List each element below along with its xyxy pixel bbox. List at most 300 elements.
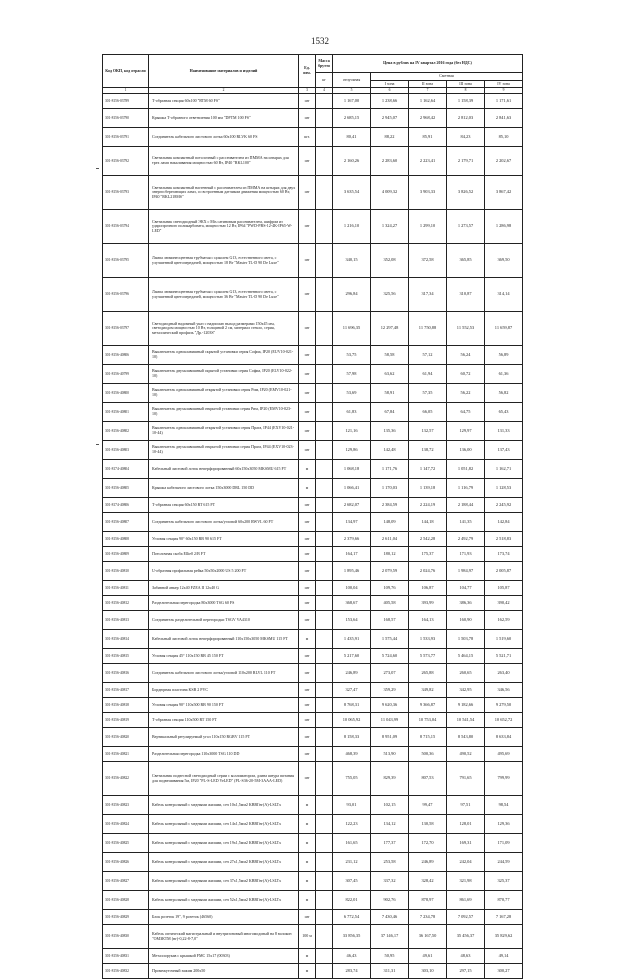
row-price-zone-1: 58,58	[371, 346, 409, 365]
row-mass	[316, 346, 333, 365]
row-code: 301-8156-40814	[103, 630, 149, 649]
row-price-zone-3: 10 541,54	[447, 713, 485, 728]
header-estimate: отпускная	[333, 73, 371, 88]
row-code: 301-8156-40808	[103, 532, 149, 547]
row-price-zone-2: 57,35	[409, 384, 447, 403]
row-price-zone-2: 372,58	[409, 244, 447, 278]
row-price-zone-3: 129,97	[447, 422, 485, 441]
table-row	[103, 365, 523, 384]
row-price-zone-3: 2 179,71	[447, 147, 485, 176]
row-name: Промежуточный зажим 200x50	[149, 964, 299, 979]
row-price-zone-1: 177,37	[371, 834, 409, 853]
row-price-zone-2: 328,42	[409, 872, 447, 891]
row-unit: м	[299, 815, 316, 834]
row-code: 301-8156-40812	[103, 596, 149, 611]
header-mass: Масса брутто	[316, 55, 333, 73]
row-mass	[316, 853, 333, 872]
row-code: 301-8156-40810	[103, 562, 149, 581]
row-mass	[316, 176, 333, 210]
row-name: Кабельный листовой лоток неперфорированный 60x150x3050 MKSMU 615 FT	[149, 460, 299, 479]
row-price-zone-1: 1 575,44	[371, 630, 409, 649]
row-price-zone-2: 57,12	[409, 346, 447, 365]
row-price-zone-4: 2 245,92	[485, 498, 523, 513]
row-price-estimate: 1 216,10	[333, 210, 371, 244]
row-name: Т-образная секция 60x100 "RTM 60 FS"	[149, 94, 299, 109]
price-table-wrapper	[102, 54, 522, 979]
row-mass	[316, 872, 333, 891]
table-row	[103, 872, 523, 891]
row-price-zone-3: 2 492,79	[447, 532, 485, 547]
row-price-zone-3: 160,90	[447, 611, 485, 630]
row-price-zone-1: 1 171,76	[371, 460, 409, 479]
row-mass	[316, 460, 333, 479]
header-mass-unit: кг	[316, 73, 333, 88]
row-price-zone-1: 134,12	[371, 815, 409, 834]
row-price-zone-3: 56,22	[447, 384, 485, 403]
row-price-estimate: 2 160,26	[333, 147, 371, 176]
row-price-zone-3: 11 552,53	[447, 312, 485, 346]
table-row	[103, 910, 523, 925]
row-unit: шт	[299, 422, 316, 441]
row-code: 301-8156-40829	[103, 910, 149, 925]
row-price-estimate: 1 068,18	[333, 460, 371, 479]
row-mass	[316, 384, 333, 403]
row-price-zone-4: 98,54	[485, 796, 523, 815]
row-price-zone-1: 168,57	[371, 611, 409, 630]
table-row	[103, 853, 523, 872]
row-price-estimate: 1 167,00	[333, 94, 371, 109]
row-name: Разделительная перегородка 110x3000 TSG 110 DD	[149, 747, 299, 762]
row-price-zone-4: 2 202,67	[485, 147, 523, 176]
row-price-zone-2: 85,91	[409, 128, 447, 147]
row-price-zone-1: 8 951,09	[371, 728, 409, 747]
table-row	[103, 949, 523, 964]
row-mass	[316, 664, 333, 683]
row-name: Т-образная секция 110x500 RT 150 FT	[149, 713, 299, 728]
row-price-zone-2: 99,47	[409, 796, 447, 815]
row-price-zone-4: 1 128,53	[485, 479, 523, 498]
row-price-zone-4: 325,37	[485, 872, 523, 891]
row-price-estimate: 57,98	[333, 365, 371, 384]
row-unit: шт	[299, 532, 316, 547]
table-row	[103, 460, 523, 479]
row-mass	[316, 713, 333, 728]
row-price-zone-4: 346,56	[485, 683, 523, 698]
row-price-zone-2: 2 223,41	[409, 147, 447, 176]
row-name: Соединитель кабельного листового лотка/угловой 60x200 RWVL 60 FT	[149, 513, 299, 532]
header-price-group: Цена в рублях на IV квартал 2016 года (без НДС)	[333, 55, 523, 73]
row-code: 301-8156-40809	[103, 547, 149, 562]
row-name: Блок розеток 19", 9 розеток (46560)	[149, 910, 299, 925]
row-price-zone-2: 317,34	[409, 278, 447, 312]
row-price-estimate: 53,75	[333, 346, 371, 365]
row-mass	[316, 479, 333, 498]
row-unit: шт	[299, 278, 316, 312]
row-price-estimate: 46,43	[333, 949, 371, 964]
row-price-zone-3: 9 182,66	[447, 698, 485, 713]
row-price-zone-3: 386,36	[447, 596, 485, 611]
row-mass	[316, 796, 333, 815]
header-smeta: Сметная	[371, 73, 523, 81]
table-row	[103, 513, 523, 532]
row-price-zone-3: 791,65	[447, 762, 485, 796]
row-price-zone-4: 9 279,50	[485, 698, 523, 713]
row-price-zone-3: 1 116,79	[447, 479, 485, 498]
row-unit: шт	[299, 365, 316, 384]
row-price-zone-2: 66,05	[409, 403, 447, 422]
row-mass	[316, 949, 333, 964]
row-price-zone-2: 1 533,93	[409, 630, 447, 649]
row-code: 301-8156-40819	[103, 713, 149, 728]
row-mass	[316, 278, 333, 312]
row-unit: шт	[299, 346, 316, 365]
table-row	[103, 815, 523, 834]
row-name: Светильник подвесной светодиодный серии с коллиматором, длина шнура питания для подвешивания 5м, IP20 "PL-S-LED VeLED" (PL-S36-20-5M-3AAA-LED)	[149, 762, 299, 796]
row-price-estimate: 93,01	[333, 796, 371, 815]
row-unit: шт	[299, 910, 316, 925]
row-price-zone-3: 260,65	[447, 664, 485, 683]
row-unit: м	[299, 479, 316, 498]
row-unit: м	[299, 872, 316, 891]
row-mass	[316, 964, 333, 979]
row-price-zone-3: 1 984,97	[447, 562, 485, 581]
row-mass	[316, 747, 333, 762]
row-mass	[316, 891, 333, 910]
row-price-zone-2: 303,10	[409, 964, 447, 979]
row-mass	[316, 834, 333, 853]
row-price-zone-4: 7 167,28	[485, 910, 523, 925]
row-mass	[316, 815, 333, 834]
row-name: Т-образная секция 60x150 RT 615 FT	[149, 498, 299, 513]
row-price-zone-2: 393,99	[409, 596, 447, 611]
row-price-zone-1: 142,48	[371, 441, 409, 460]
row-mass	[316, 910, 333, 925]
row-price-zone-4: 3 867,42	[485, 176, 523, 210]
row-price-zone-1: 12 297,48	[371, 312, 409, 346]
row-name: Соединитель кабельного листового лотка 60x100 RLVK 60 FS	[149, 128, 299, 147]
row-name: Кабельный листовой лоток неперфорированный 110x150x3050 MKSMU 115 FT	[149, 630, 299, 649]
row-name: Кабель контрольный с медными жилами, сеч 10x1,5мм2 KBBГнг(A)-LSLTx	[149, 796, 299, 815]
header-code: Код ОКП, код отрасли	[103, 55, 149, 88]
row-price-zone-1: 2 283,60	[371, 147, 409, 176]
row-code: 301-8156-40818	[103, 698, 149, 713]
table-row	[103, 403, 523, 422]
table-row	[103, 728, 523, 747]
row-code: 301-8156-40825	[103, 834, 149, 853]
row-price-zone-3: 310,87	[447, 278, 485, 312]
row-name: Соединитель разделительной перегородки TSGV VA4310	[149, 611, 299, 630]
row-price-estimate: 6 772,54	[333, 910, 371, 925]
row-code: 301-8156-40823	[103, 796, 149, 815]
row-price-zone-1: 135,36	[371, 422, 409, 441]
row-mass	[316, 365, 333, 384]
margin-mark	[96, 444, 99, 445]
row-name: Светильник компактный потолочный с рассеивателем из ПММА на штырях для трех ламп накаливания мощностью 60 Вт, IP40 "RKL100"	[149, 147, 299, 176]
row-code: 301-8156-03796	[103, 278, 149, 312]
row-code: 301-8156-40822	[103, 762, 149, 796]
row-price-zone-2: 164,13	[409, 611, 447, 630]
row-code: 301-8156-03792	[103, 147, 149, 176]
row-price-estimate: 246,89	[333, 664, 371, 683]
row-unit: м	[299, 630, 316, 649]
table-row	[103, 147, 523, 176]
row-price-zone-2: 7 234,78	[409, 910, 447, 925]
row-name: Угловая секция 90° 110x500 RB 90 150 FT	[149, 698, 299, 713]
row-mass	[316, 244, 333, 278]
row-price-zone-1: 4 009,32	[371, 176, 409, 210]
row-code: 301-8156-40828	[103, 891, 149, 910]
row-name: Вертикальный регулируемый угол 110x150 RGBV 115 FT	[149, 728, 299, 747]
row-name: Выключатель одноклавишный открытой установки серия Рим, IP20 (EMV10-021-10)	[149, 384, 299, 403]
column-number: 3	[299, 88, 316, 94]
row-price-estimate: 134,97	[333, 513, 371, 532]
row-price-zone-2: 500,36	[409, 747, 447, 762]
row-price-zone-2: 265,88	[409, 664, 447, 683]
row-mass	[316, 925, 333, 949]
row-price-zone-2: 3 903,33	[409, 176, 447, 210]
row-unit: м	[299, 853, 316, 872]
row-unit: шт	[299, 513, 316, 532]
table-row	[103, 422, 523, 441]
row-mass	[316, 94, 333, 109]
row-price-zone-2: 9 366,87	[409, 698, 447, 713]
row-mass	[316, 683, 333, 698]
row-name: Кабель контрольный с медными жилами, сеч 19x1,5мм2 KBBГнг(A)-LSLTx	[149, 834, 299, 853]
row-price-estimate: 368,67	[333, 596, 371, 611]
row-price-zone-3: 35 456,37	[447, 925, 485, 949]
row-unit: м	[299, 460, 316, 479]
table-row	[103, 925, 523, 949]
row-price-zone-4: 85,10	[485, 128, 523, 147]
row-unit: шт	[299, 698, 316, 713]
row-name: Крышка Т-образного ответвления 100 мм "DFTM 100 FS"	[149, 109, 299, 128]
row-name: Кабель контрольный с медными жилами, сеч 37x1,5мм2 KBBГнг(A)-LSLTx	[149, 872, 299, 891]
row-price-zone-1: 902,76	[371, 891, 409, 910]
row-price-zone-2: 49,61	[409, 949, 447, 964]
row-price-zone-3: 64,75	[447, 403, 485, 422]
row-mass	[316, 147, 333, 176]
row-price-estimate: 468,39	[333, 747, 371, 762]
row-price-estimate: 10 065,92	[333, 713, 371, 728]
row-price-zone-1: 88,22	[371, 128, 409, 147]
header-unit: Ед. изм.	[299, 55, 316, 88]
row-mass	[316, 611, 333, 630]
row-price-estimate: 8 768,31	[333, 698, 371, 713]
row-price-zone-1: 37 146,17	[371, 925, 409, 949]
row-price-zone-2: 2 024,76	[409, 562, 447, 581]
row-name: Забивной анкер 12x40 FZEA II 12x40 G	[149, 581, 299, 596]
page-number: 1532	[311, 36, 329, 46]
margin-mark	[96, 168, 99, 169]
row-mass	[316, 498, 333, 513]
row-price-zone-2: 10 753,04	[409, 713, 447, 728]
row-name: U-образная профильная рейка 50x50x2000 US 5 200 FT	[149, 562, 299, 581]
row-name: Кабель контрольный с медными жилами, сеч 27x1,5мм2 KBBГнг(A)-LSLTx	[149, 853, 299, 872]
row-name: Кабель контрольный с медными жилами, сеч 14x1,5мм2 KBBГнг(A)-LSLTx	[149, 815, 299, 834]
row-price-zone-3: 169,31	[447, 834, 485, 853]
row-price-estimate: 100,04	[333, 581, 371, 596]
row-price-zone-1: 11 043,99	[371, 713, 409, 728]
row-name: Потолочная скоба Ellie0 2/B FT	[149, 547, 299, 562]
row-price-zone-1: 50,95	[371, 949, 409, 964]
row-price-zone-1: 311,31	[371, 964, 409, 979]
row-unit: шт	[299, 562, 316, 581]
row-mass	[316, 210, 333, 244]
row-price-zone-1: 2 384,59	[371, 498, 409, 513]
row-price-estimate: 5 217,60	[333, 649, 371, 664]
row-price-zone-3: 5 464,15	[447, 649, 485, 664]
row-unit: шт	[299, 713, 316, 728]
table-row	[103, 384, 523, 403]
row-price-zone-4: 11 659,87	[485, 312, 523, 346]
row-price-estimate: 164,17	[333, 547, 371, 562]
row-price-zone-2: 144,18	[409, 513, 447, 532]
row-price-estimate: 1 066,41	[333, 479, 371, 498]
table-row	[103, 891, 523, 910]
row-name: Светильник светодиодный ЭКХ с Mis сатиновым рассеивателем, шифром из ударопрочного поликарбоната, мощностью 12 Вт, IP64 "PWD-PBS-12-4K-IP65-W-LED"	[149, 210, 299, 244]
row-price-zone-4: 10 652,72	[485, 713, 523, 728]
table-row	[103, 532, 523, 547]
table-row	[103, 611, 523, 630]
row-mass	[316, 762, 333, 796]
row-price-estimate: 283,74	[333, 964, 371, 979]
row-price-estimate: 755,05	[333, 762, 371, 796]
row-code: 301-8156-40811	[103, 581, 149, 596]
row-price-zone-4: 2 841,63	[485, 109, 523, 128]
row-code: 301-8156-40807	[103, 513, 149, 532]
row-price-zone-2: 1 162,64	[409, 94, 447, 109]
row-code: 301-8156-40821	[103, 747, 149, 762]
row-name: Кабель оптический магистральный и внутризоновый многомодовый на 8 волокон "ОМЗКТМ (нг)-0,22-8-7,0"	[149, 925, 299, 949]
row-unit: шт	[299, 441, 316, 460]
header-zone-3: III зона	[447, 81, 485, 88]
row-price-zone-3: 1 051,82	[447, 460, 485, 479]
row-code: 301-8156-03795	[103, 244, 149, 278]
row-price-zone-4: 5 521,71	[485, 649, 523, 664]
row-price-estimate: 1 895,46	[333, 562, 371, 581]
row-price-zone-2: 132,57	[409, 422, 447, 441]
row-price-zone-3: 7 092,57	[447, 910, 485, 925]
row-unit: шт	[299, 176, 316, 210]
header-zone-1: I зона	[371, 81, 409, 88]
row-mass	[316, 441, 333, 460]
row-price-zone-4: 49,14	[485, 949, 523, 964]
row-mass	[316, 630, 333, 649]
row-price-zone-3: 342,95	[447, 683, 485, 698]
row-price-zone-2: 130,58	[409, 815, 447, 834]
row-price-zone-2: 349,82	[409, 683, 447, 698]
row-price-zone-4: 129,36	[485, 815, 523, 834]
column-number: 9	[485, 88, 523, 94]
row-price-estimate: 80,41	[333, 128, 371, 147]
row-price-zone-2: 2 224,19	[409, 498, 447, 513]
row-code: 301-8156-40830	[103, 925, 149, 949]
row-price-zone-4: 244,59	[485, 853, 523, 872]
row-price-zone-1: 513,90	[371, 747, 409, 762]
table-row	[103, 210, 523, 244]
row-price-estimate: 122,23	[333, 815, 371, 834]
row-price-estimate: 161,65	[333, 834, 371, 853]
table-row	[103, 664, 523, 683]
row-price-zone-3: 861,69	[447, 891, 485, 910]
row-price-zone-1: 1 170,03	[371, 479, 409, 498]
row-code: 301-8156-40832	[103, 964, 149, 979]
row-price-zone-3: 104,77	[447, 581, 485, 596]
row-code: 301-8156-40802	[103, 422, 149, 441]
row-price-zone-2: 807,53	[409, 762, 447, 796]
row-unit: шт	[299, 747, 316, 762]
row-price-estimate: 11 696,35	[333, 312, 371, 346]
table-header	[103, 55, 523, 94]
row-unit: шт	[299, 596, 316, 611]
table-row	[103, 581, 523, 596]
row-price-zone-1: 2 611,04	[371, 532, 409, 547]
row-unit: шт	[299, 403, 316, 422]
row-name: Выключатель двухклавишный открытой установки серия Рим, IP20 (EMV10-023-10)	[149, 403, 299, 422]
row-price-zone-4: 56,82	[485, 384, 523, 403]
row-mass	[316, 562, 333, 581]
row-name: Светильник компактный настенный с рассеивателем из ПММА на штырях для двух энергосберегающих ламп, со встроенным датчиком движения мощностью 60 Вт, IP40 "RKL218MS"	[149, 176, 299, 210]
row-price-zone-4: 65,43	[485, 403, 523, 422]
row-price-zone-1: 337,32	[371, 872, 409, 891]
row-mass	[316, 698, 333, 713]
row-price-estimate: 2 379,66	[333, 532, 371, 547]
row-price-zone-4: 142,84	[485, 513, 523, 532]
row-price-zone-3: 2 812,03	[447, 109, 485, 128]
row-price-estimate: 3 635,54	[333, 176, 371, 210]
row-unit: шт	[299, 728, 316, 747]
row-price-zone-1: 1 324,27	[371, 210, 409, 244]
row-name: Выключатель двухклавишный скрытой установки серия Софиа, IP20 (ELV10-022-10)	[149, 365, 299, 384]
row-mass	[316, 596, 333, 611]
row-price-zone-1: 352,08	[371, 244, 409, 278]
row-price-zone-3: 1 273,57	[447, 210, 485, 244]
row-unit: шт	[299, 210, 316, 244]
row-price-zone-4: 799,99	[485, 762, 523, 796]
row-name: Выключатель двухклавишный открытой установки серия Прага, IP44 (EXV10-023-10-44)	[149, 441, 299, 460]
row-price-zone-3: 297,15	[447, 964, 485, 979]
table-row	[103, 683, 523, 698]
row-price-zone-1: 1 238,66	[371, 94, 409, 109]
row-code: 301-8156-40816	[103, 664, 149, 683]
row-price-estimate: 2 685,15	[333, 109, 371, 128]
row-price-estimate: 2 682,07	[333, 498, 371, 513]
row-price-zone-4: 870,77	[485, 891, 523, 910]
row-name: Кабель контрольный с медными жилами, сеч 52x1,5мм2 KBBГнг(A)-LSLTx	[149, 891, 299, 910]
row-price-zone-4: 137,43	[485, 441, 523, 460]
table-row	[103, 109, 523, 128]
row-price-zone-3: 8 543,80	[447, 728, 485, 747]
row-price-zone-1: 405,58	[371, 596, 409, 611]
row-price-zone-1: 63,62	[371, 365, 409, 384]
row-price-zone-2: 8 715,15	[409, 728, 447, 747]
row-price-zone-1: 58,91	[371, 384, 409, 403]
row-code: 301-8156-40827	[103, 872, 149, 891]
row-price-estimate: 33 856,35	[333, 925, 371, 949]
row-code: 301-8156-40813	[103, 611, 149, 630]
row-price-zone-1: 5 724,60	[371, 649, 409, 664]
row-mass	[316, 728, 333, 747]
row-price-zone-3: 365,85	[447, 244, 485, 278]
row-code: 301-8156-03794	[103, 210, 149, 244]
row-code: 301-8156-03789	[103, 94, 149, 109]
row-code: 301-8156-03797	[103, 312, 149, 346]
row-unit: шт	[299, 547, 316, 562]
row-price-zone-1: 7 430,46	[371, 910, 409, 925]
row-name: Лампа люминесцентная трубчатая с цоколем G13, естественного света, с улучшенной цветопередачей, мощностью 36 Вт "Master TL-D 90 De Luxe"	[149, 278, 299, 312]
row-code: 301-8174-40804	[103, 460, 149, 479]
row-price-zone-1: 2 079,59	[371, 562, 409, 581]
